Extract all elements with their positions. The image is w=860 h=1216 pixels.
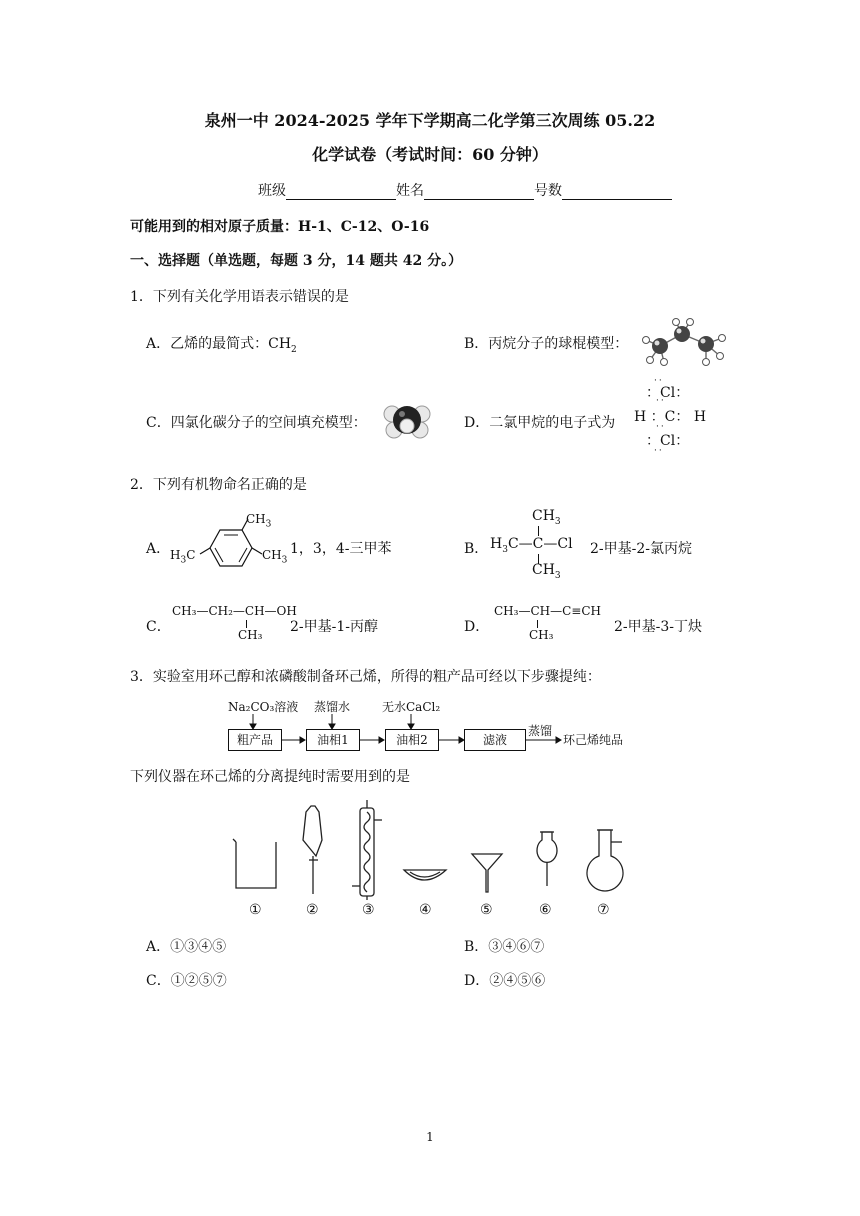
q2-a-name: 1，3，4-三甲苯 <box>290 541 392 557</box>
page-number: 1 <box>426 1130 434 1144</box>
colon-glyph: ： <box>675 385 690 401</box>
q2-d-name: 2-甲基-3-丁炔 <box>614 619 703 635</box>
q3-question: 下列仪器在环己烯的分离提纯时需要用到的是 <box>130 769 410 785</box>
colon-glyph: ： <box>675 409 690 425</box>
flow-box-filtrate: 滤液 <box>464 729 526 751</box>
colon-glyph: ： <box>650 409 665 425</box>
apparatus-label-6: ⑥ <box>539 902 552 918</box>
q2-a-ch3-top: $CH_3$ <box>246 512 272 530</box>
cl-top: Cl <box>660 385 676 401</box>
apparatus-label-2: ② <box>306 902 319 918</box>
q1-a-text: A．乙烯的最简式：CH <box>146 336 292 352</box>
colon-glyph: ： <box>646 433 660 449</box>
flow-step-distill: 蒸馏 <box>528 724 553 738</box>
q2-c-name: 2-甲基-1-丙醇 <box>290 619 379 635</box>
q2-a-ch3-right: $CH_3$ <box>262 548 288 566</box>
apparatus-label-5: ⑤ <box>480 902 493 918</box>
colon-glyph: ： <box>646 385 660 401</box>
cl-bottom: Cl <box>660 433 676 449</box>
q1-option-b[interactable]: B．丙烷分子的球棍模型： <box>464 336 629 352</box>
flow-reagent-2: 蒸馏水 <box>314 700 351 714</box>
name-label: 姓名 <box>396 183 424 199</box>
h-right: H <box>693 409 707 425</box>
flow-box-oil2: 油相2 <box>385 729 439 751</box>
q2-option-d-label[interactable]: D． <box>464 619 490 635</box>
flow-box-crude: 粗产品 <box>228 729 282 751</box>
q1-a-sub: 2 <box>291 344 297 355</box>
colon-glyph: ： <box>675 433 690 449</box>
q2-d-formula: CH₃—CH—C≡CH <box>494 604 601 618</box>
q3-stem: 3．实验室用环己醇和浓磷酸制备环己烯，所得的粗产品可经以下步骤提纯： <box>130 669 601 685</box>
page-title: 泉州一中 2024-2025 学年下学期高二化学第三次周练 05.22 <box>204 111 656 130</box>
q2-option-c-label[interactable]: C． <box>146 619 171 635</box>
section-title: 一、选择题（单选题，每题 3 分，14 题共 42 分。） <box>130 253 463 269</box>
class-label: 班级 <box>258 183 286 199</box>
q3-option-b[interactable]: B．③④⑥⑦ <box>464 939 545 955</box>
q1-option-c[interactable]: C．四氯化碳分子的空间填充模型： <box>146 415 367 431</box>
q1-stem: 1．下列有关化学用语表示错误的是 <box>130 289 349 305</box>
h-left: H <box>634 409 647 425</box>
apparatus-label-3: ③ <box>362 902 375 918</box>
q3-option-c[interactable]: C．①②⑤⑦ <box>146 973 227 989</box>
number-label: 号数 <box>534 183 562 199</box>
flow-product: 环己烯纯品 <box>563 733 624 747</box>
q2-d-branch: CH₃ <box>529 628 554 642</box>
atomic-mass-note: 可能用到的相对原子质量：H-1、C-12、O-16 <box>130 219 430 235</box>
page-subtitle: 化学试卷（考试时间：60 分钟） <box>312 145 548 164</box>
q2-c-formula: CH₃—CH₂—CH—OH <box>172 604 297 618</box>
chloropropane-structure: $CH_3$ $H_3C—C—Cl$ $CH_3$ <box>490 508 573 581</box>
flow-reagent-3: 无水CaCl₂ <box>382 700 441 714</box>
q3-option-d[interactable]: D．②④⑤⑥ <box>464 973 546 989</box>
apparatus-label-1: ① <box>249 902 262 918</box>
flow-box-oil1: 油相1 <box>306 729 360 751</box>
q1-option-d[interactable]: D．二氯甲烷的电子式为 <box>464 415 616 431</box>
q2-option-a-label[interactable]: A． <box>146 541 171 557</box>
q3-option-a[interactable]: A．①③④⑤ <box>146 939 227 955</box>
flow-reagent-1: Na₂CO₃溶液 <box>228 700 299 714</box>
q2-stem: 2．下列有机物命名正确的是 <box>130 477 307 493</box>
c-center: C <box>664 409 676 425</box>
apparatus-label-4: ④ <box>419 902 432 918</box>
dichloromethane-electron-formula: ·· ：Cl： ·· H ：C： H ·· ：Cl： ·· <box>634 376 707 456</box>
q2-option-b-label[interactable]: B． <box>464 541 489 557</box>
q2-c-branch: CH₃ <box>238 628 263 642</box>
q2-a-h3c-left: $H_3C$ <box>170 548 196 566</box>
apparatus-label-7: ⑦ <box>597 902 610 918</box>
q2-b-name: 2-甲基-2-氯丙烷 <box>590 541 693 557</box>
